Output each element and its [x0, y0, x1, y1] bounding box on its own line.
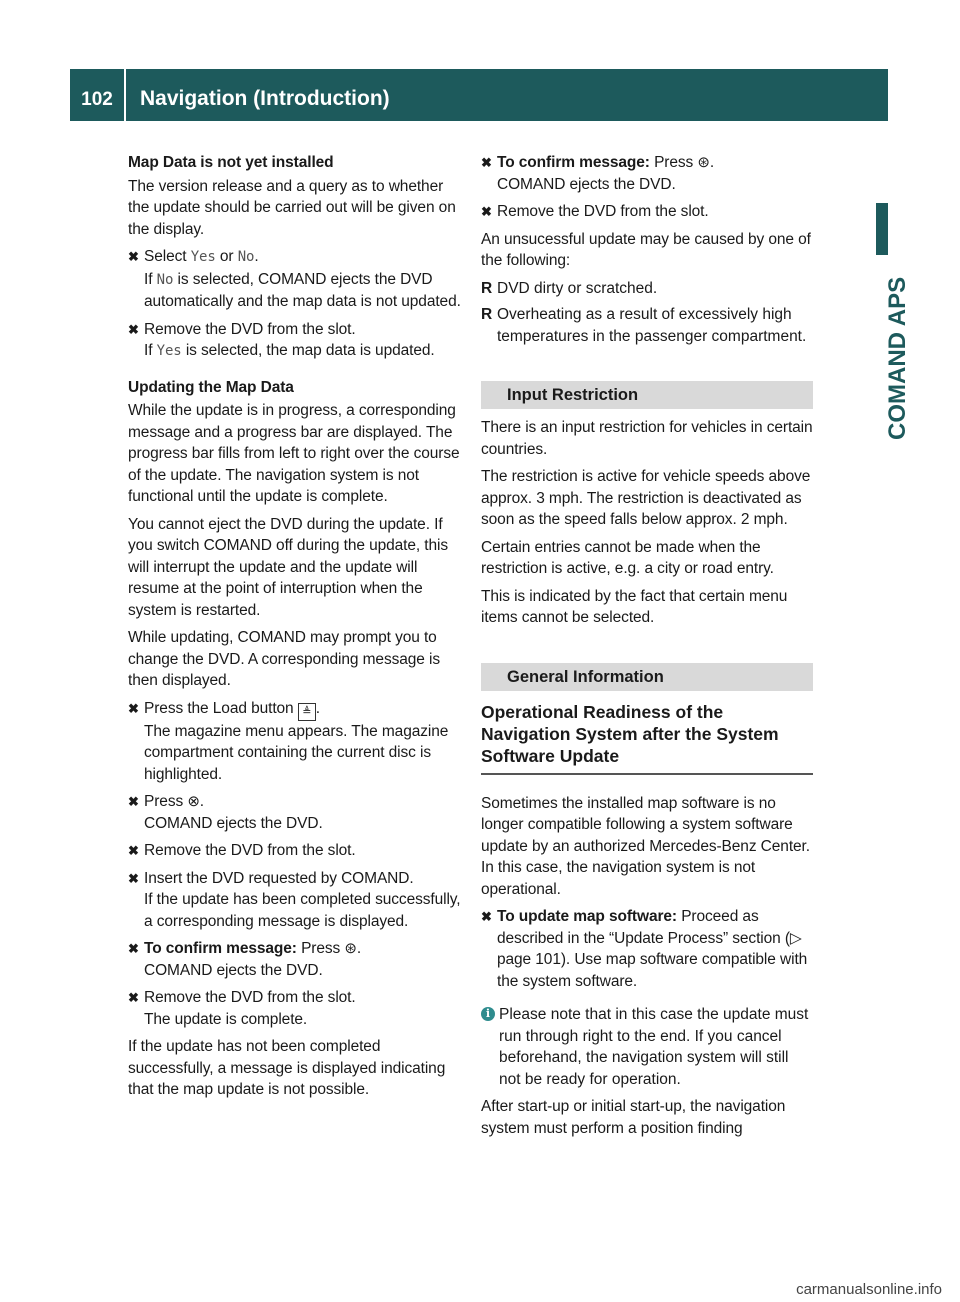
section-bar-input-restriction: Input Restriction	[481, 381, 813, 409]
load-button-icon: ≜	[298, 703, 316, 721]
instruction-step: ✖ Press the Load button ≜ . The magazine menu appears. The magazine compartment containing the current disc is highlighted.	[128, 699, 449, 783]
paragraph: If the update has not been completed successfully, a message is displayed indicating that the map update is not possible.	[128, 1038, 446, 1098]
info-icon: i	[481, 1007, 495, 1021]
paragraph: After start-up or initial start-up, the navigation system must perform a position finding	[481, 1098, 786, 1137]
step-arrow-icon: ✖	[128, 794, 139, 809]
watermark: carmanualsonline.info	[796, 1281, 942, 1298]
controller-press-icon: ⊛	[344, 940, 357, 957]
section-heading: Updating the Map Data	[128, 378, 294, 396]
step-arrow-icon: ✖	[481, 909, 492, 924]
left-column	[128, 152, 462, 1107]
right-column	[481, 152, 813, 1145]
paragraph: There is an input restriction for vehicles in certain countries.	[481, 419, 813, 458]
paragraph: An unsucessful update may be caused by one of the following:	[481, 230, 811, 269]
subsection-heading: Operational Readiness of the Navigation System after the System Software Update	[481, 701, 813, 775]
paragraph: This is indicated by the fact that certain menu items cannot be selected.	[481, 587, 788, 626]
step-arrow-icon: ✖	[128, 941, 139, 956]
step-arrow-icon: ✖	[128, 700, 139, 716]
instruction-step: ✖ Remove the DVD from the slot. The update is complete.	[128, 989, 356, 1028]
step-arrow-icon: ✖	[481, 155, 492, 170]
step-arrow-icon: ✖	[128, 990, 139, 1005]
instruction-step: ✖ Select Yes or No. If No is selected, COMAND ejects the DVD automatically and the map data is not updated.	[128, 248, 461, 310]
paragraph: You cannot eject the DVD during the update. If you switch COMAND off during the update, this will interrupt the update and the update will resume at the point of interruption when the system is restarted.	[128, 515, 449, 619]
instruction-step: ✖ To confirm message: Press ⊛. COMAND ejects the DVD.	[481, 154, 715, 193]
instruction-step: ✖ Press ⊗. COMAND ejects the DVD.	[128, 793, 323, 832]
step-arrow-icon: ✖	[128, 321, 139, 337]
section-bar-general-information: General Information	[481, 663, 813, 691]
controller-press-icon: ⊛	[697, 154, 710, 171]
instruction-step: ✖ Remove the DVD from the slot. If Yes is selected, the map data is updated.	[128, 320, 435, 359]
instruction-step: ✖ To confirm message: Press ⊛. COMAND ejects the DVD.	[128, 940, 362, 979]
list-item: R Overheating as a result of excessively high temperatures in the passenger compartment.	[481, 306, 807, 345]
page-title: Navigation (Introduction)	[140, 87, 390, 110]
instruction-step: ✖ To update map software: Proceed as described in the “Update Process” section (▷ page 101). Use map software compatible with the system software.	[481, 908, 808, 990]
section-heading: Map Data is not yet installed	[128, 154, 334, 171]
confirm-button-icon: ⊗	[187, 793, 200, 810]
step-arrow-icon: ✖	[128, 870, 139, 886]
step-arrow-icon: ✖	[128, 843, 139, 858]
bullet-icon: R	[481, 306, 493, 323]
header-divider	[124, 69, 126, 121]
paragraph: While the update is in progress, a corresponding message and a progress bar are displayed. The progress bar fills from left to right over the course of the update. The navigation system is not functional until the update is complete.	[128, 402, 460, 505]
instruction-step: ✖ Remove the DVD from the slot.	[128, 840, 462, 862]
instruction-step: ✖ Remove the DVD from the slot.	[481, 201, 813, 223]
bullet-icon: R	[481, 279, 493, 297]
page-number: 102	[81, 89, 113, 110]
step-arrow-icon: ✖	[128, 249, 139, 264]
side-tab-marker	[876, 203, 888, 255]
info-note: i Please note that in this case the update must run through right to the end. If you cancel beforehand, the navigation system will still not be ready for operation.	[481, 1004, 813, 1090]
paragraph: The version release and a query as to whether the update should be carried out will be given on the display.	[128, 177, 456, 238]
page-header	[70, 69, 888, 121]
paragraph: Sometimes the installed map software is no longer compatible following a system software update by an authorized Mercedes-Benz Center. In this case, the navigation system is not operational.	[481, 794, 810, 898]
step-arrow-icon: ✖	[481, 204, 492, 219]
paragraph: The restriction is active for vehicle speeds above approx. 3 mph. The restriction is deactivated as soon as the speed falls below approx. 2 mph.	[481, 468, 811, 528]
instruction-step: ✖ Insert the DVD requested by COMAND. If the update has been completed successfully, a corresponding message is displayed.	[128, 869, 461, 930]
list-item: R DVD dirty or scratched.	[481, 278, 813, 300]
paragraph: Certain entries cannot be made when the restriction is active, e.g. a city or road entry.	[481, 538, 774, 577]
paragraph: While updating, COMAND may prompt you to change the DVD. A corresponding message is then displayed.	[128, 629, 441, 689]
